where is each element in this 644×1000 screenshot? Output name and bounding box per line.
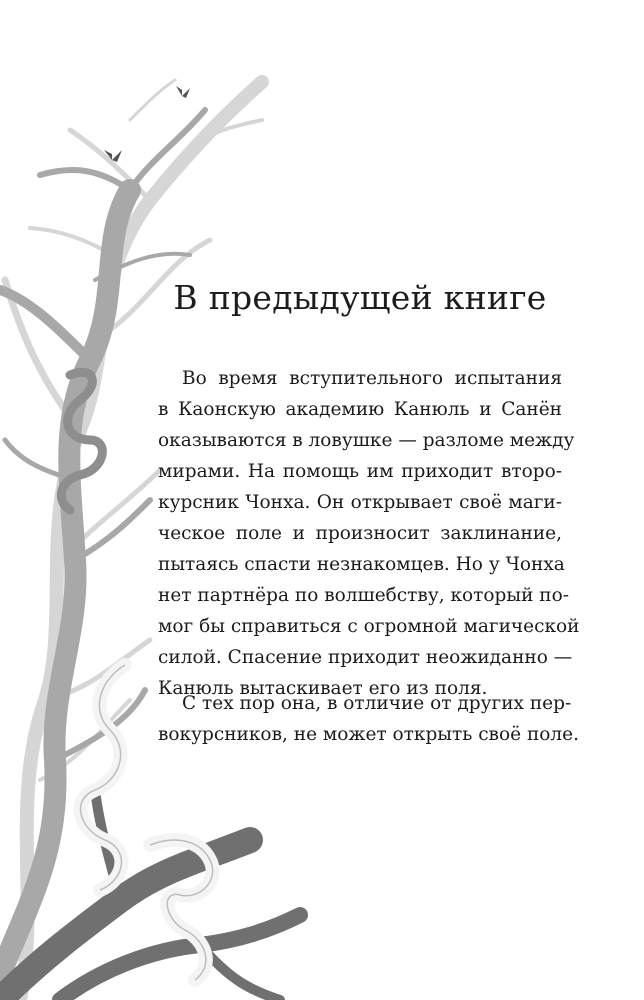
text-line: мирами. На помощь им приходит второ- — [158, 461, 562, 482]
text-line: в Каонскую академию Канюль и Санён — [158, 399, 562, 420]
text-line: оказываются в ловушке — разломе между — [158, 430, 575, 451]
paragraph — [158, 688, 579, 750]
text-line: мог бы справиться с огромной магической — [158, 616, 580, 637]
text-line: Во время вступительного испытания — [182, 368, 562, 389]
text-line: Канюль вытаскивает его из поля. — [158, 678, 488, 699]
text-line: силой. Спасение приходит неожиданно — — [158, 647, 573, 668]
text-line: вокурсников, не может открыть своё поле. — [158, 724, 579, 745]
text-line: С тех пор она, в отличие от других пер- — [182, 693, 572, 714]
text-line: нет партнёра по волшебству, который по- — [158, 585, 570, 606]
text-line: пытаясь спасти незнакомцев. Но у Чонха — [158, 554, 565, 575]
paragraph — [158, 363, 580, 704]
text-line: курсник Чонха. Он открывает своё маги- — [158, 492, 562, 513]
butterfly-icon — [176, 86, 190, 98]
page-title: В предыдущей книге — [173, 278, 547, 317]
text-line: ческое поле и произносит заклинание, — [158, 523, 562, 544]
